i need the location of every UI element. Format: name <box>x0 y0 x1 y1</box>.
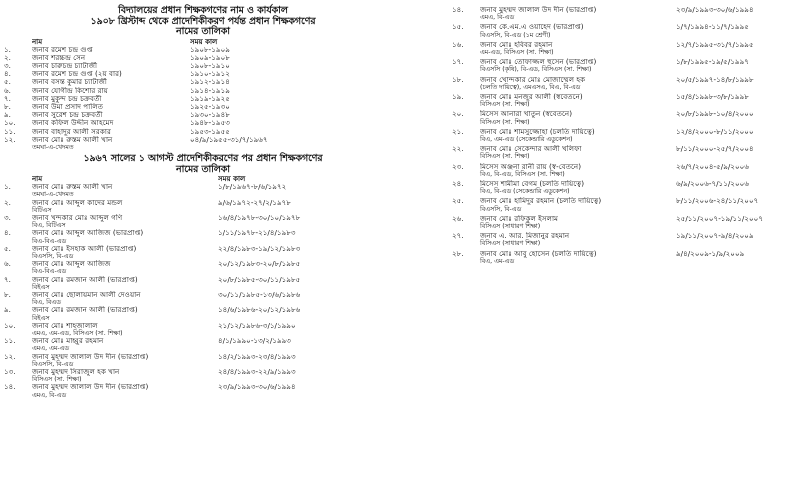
tenure-period: ৯/৪/২০০৯-১/৯/২০০৯ <box>676 249 745 258</box>
tenure-period: ২৩/৯/১৯৯৩-৩০/৬/১৯৯৪ <box>218 383 296 392</box>
tenure-period: ১৯/১১/২০০৭-৯/৪/২০০৯ <box>676 232 754 241</box>
row-number: ২. <box>4 52 11 62</box>
headmaster-row <box>452 215 796 223</box>
qualification: এমএ, এম-এড <box>32 345 70 353</box>
headmaster-row <box>4 337 402 345</box>
row-number: ১৫. <box>452 22 464 32</box>
list-item <box>4 229 402 244</box>
tenure-period: ৪/১/১৯৯০-১৩/২/১৯৯৩ <box>218 337 291 346</box>
qualification: এমএ, এম-এড, বিসিএস (সা. শিক্ষা) <box>32 330 123 337</box>
list-item <box>452 232 796 247</box>
row-number: ২৭. <box>452 231 464 241</box>
row-number: ৭. <box>4 93 11 103</box>
tenure-period: ০৪/৯/১৯৫৫-৩১/৭/১৯৬৭ <box>190 135 268 144</box>
headmaster-row <box>4 383 402 391</box>
tenure-period: ১৯২৫-১৯৩০ <box>190 102 230 111</box>
row-number: ২৬. <box>452 213 464 223</box>
row-number: ১২. <box>4 134 16 144</box>
row-number: ১০. <box>4 118 16 128</box>
list-item <box>4 128 402 136</box>
headmaster-row <box>4 128 402 136</box>
headmaster-name: জনাব মোঃ মনজুর আলী (স্ববেতনে) <box>480 93 583 102</box>
tenure-period: ১/৮/১৯৯৫-১৯/৫/১৯৯৭ <box>676 58 749 67</box>
right-column <box>452 6 796 267</box>
row-number: ৪. <box>4 69 11 79</box>
headmaster-name: জনাব কফিল উদ্দীন আহমেদ <box>32 119 114 128</box>
row-number: ২৫. <box>452 196 464 206</box>
list-item <box>452 93 796 108</box>
headmaster-name: জনাব মুহম্মদ জালাল উদ দীন (ভারপ্রাপ্ত) <box>32 383 149 392</box>
headmaster-name: জনাব মোঃ আব্দুল আজিজ (ভারপ্রাপ্ত) <box>32 229 144 238</box>
headmaster-row <box>4 245 402 253</box>
tenure-period: ১৯০৯-১৯০৮ <box>190 53 230 62</box>
row-number: ১৮. <box>452 74 464 84</box>
row-number: ১১. <box>4 336 16 346</box>
list-item <box>4 119 402 127</box>
headmaster-name: জনাব মোঃ আব্দুল কাদের মন্ডল <box>32 198 123 207</box>
list-item <box>4 276 402 291</box>
headmaster-row <box>4 306 402 314</box>
headmaster-name: জনাব উমা প্রসাদ পালিত <box>32 102 104 111</box>
qualification: বিএ, বি-এড (সেকেন্ডারি এডুকেশন) <box>480 188 570 196</box>
headmaster-row <box>4 78 402 86</box>
tenure-period: ৩০/১১/১৯৮৫-১৩/৬/১৯৮৬ <box>218 290 301 299</box>
section2-list <box>4 183 402 399</box>
qualification: বিসিএস (সাধারণ শিক্ষা) <box>480 240 541 248</box>
list-item <box>452 76 796 91</box>
headmaster-row <box>4 291 402 299</box>
tenure-period: ২০/১২/১৯৮৩-২০/৮/১৯৮৫ <box>218 260 301 269</box>
qualification: বিএসসি, বি-এড <box>32 252 74 260</box>
tenure-period: ১২/৭/১৯৯৫-৩১/৭/১৯৯৫ <box>676 40 754 49</box>
headmaster-name: জনাব মোঃ রুস্তম আলী খান <box>32 183 113 192</box>
list-item <box>4 54 402 62</box>
row-number: ১৬. <box>452 39 464 49</box>
qualification: বিইএস <box>32 283 50 291</box>
list-item <box>4 46 402 54</box>
headmaster-row <box>4 229 402 237</box>
list-item <box>452 215 796 230</box>
list-item <box>452 110 796 125</box>
row-number: ১৯. <box>452 92 464 102</box>
section1-title-line2: ১৯০৮ খ্রিস্টাব্দ থেকে প্রাদেশিকীকরণ পর্যন্ত প্রধান শিক্ষকগণের <box>90 15 316 27</box>
row-number: ৯. <box>4 305 11 315</box>
headmaster-name: জনাব মোঃ হামিদুর রহমান (চলতি দায়িত্বে) <box>480 197 602 206</box>
qualification: বিসিএস (সা. শিক্ষা) <box>480 153 530 161</box>
list-item <box>4 322 402 337</box>
row-number: ২. <box>4 197 11 207</box>
qualification: বিএ, বি-এড, বিসিএস (সা. শিক্ষা) <box>480 170 565 178</box>
tenure-period: ১৯১৪-১৯১৯ <box>190 86 230 95</box>
headmaster-row <box>4 54 402 62</box>
list-item <box>452 145 796 160</box>
section1-title-line3: নামের তালিকা <box>176 26 230 37</box>
qualification: এমএ, বি-এড <box>32 391 67 399</box>
section1-col-name: নাম <box>32 37 43 46</box>
qualification: বিএসসি, বি-এড <box>480 205 522 213</box>
headmaster-name: জনাব রমেশ চন্দ্র গুপ্ত (২য় বার) <box>32 70 122 79</box>
headmaster-row <box>4 103 402 111</box>
tenure-period: ২২/৪/১৯৮৩-১৯/১২/১৯৮৩ <box>218 244 301 253</box>
headmaster-row <box>452 58 796 66</box>
headmaster-row <box>452 110 796 118</box>
tenure-period: ১/৭/১৯৯৪-১১/৭/১৯৯৫ <box>676 23 749 32</box>
qualification: তমঘা-এ-খেদমত <box>32 143 74 151</box>
row-number: ৮. <box>4 289 11 299</box>
row-number: ৭. <box>4 274 11 284</box>
list-item <box>452 6 796 21</box>
qualification: এম-এড, বিসিএস (সা. শিক্ষা) <box>480 49 554 57</box>
section1-title-line1: বিদ্যালয়ের প্রধান শিক্ষকগণের নাম ও কার্যকাল <box>118 5 288 16</box>
tenure-period: ২০/৫/১৯৯৭-১৪/৮/১৯৯৮ <box>676 75 754 84</box>
row-number: ২৮. <box>452 248 464 258</box>
row-number: ২২. <box>452 144 464 154</box>
headmaster-row <box>452 197 796 205</box>
tenure-period: ১৯১০-১৯১২ <box>190 70 230 79</box>
headmaster-row <box>452 41 796 49</box>
list-item <box>452 58 796 73</box>
headmaster-name: জনাব মুকুন্দ চন্দ্র চক্রবর্তী <box>32 94 102 103</box>
list-item <box>4 199 402 214</box>
section2-col-name: নাম <box>32 175 43 184</box>
tenure-period: ১৯৩০-১৯৪৮ <box>190 111 230 120</box>
headmaster-row <box>452 93 796 101</box>
tenure-period: ১৬/৪/১৯৭৮-৩০/১০/১৯৭৮ <box>218 213 301 222</box>
tenure-period: ১৯৪৮-১৯৫৩ <box>190 119 230 128</box>
tenure-period: ২৩/৯/১৯৯৩-৩০/৬/১৯৯৪ <box>676 6 754 14</box>
list-item <box>4 87 402 95</box>
headmaster-name: জনাব মোঃ হবিবর রহমান <box>480 40 553 49</box>
headmaster-row <box>4 95 402 103</box>
list-item <box>4 136 402 151</box>
headmaster-name: জনাব মুহম্মদ জালাল উদ দীন (ভারপ্রাপ্ত) <box>32 352 149 361</box>
tenure-period: ২৫/১১/২০০৭-১৯/১১/২০০৭ <box>676 214 763 223</box>
headmaster-name: জনাব রমেশ চন্দ্র গুপ্ত <box>32 45 93 54</box>
headmaster-row <box>4 183 402 191</box>
qualification: বিটিএস <box>32 206 52 214</box>
qualification: বিএসসি, বি-এড (১ম শ্রেণী) <box>480 31 551 39</box>
headmaster-name: জনাব মোঃ আব্দুল আজিজ <box>32 260 111 269</box>
section2-title-line2: নামের তালিকা <box>176 163 230 175</box>
row-number: ২৩. <box>452 161 464 171</box>
tenure-period: ১৪/২/১৯৯৩-২৩/৪/১৯৯৩ <box>218 352 296 361</box>
headmaster-name: জনাব বসন্ত কুমার চ্যাটার্জী <box>32 78 107 87</box>
headmaster-row <box>4 353 402 361</box>
tenure-period: ১/৮/১৯৬৭-৮/৬/১৯৭২ <box>218 183 287 192</box>
headmaster-name: জনাব মুহম্মদ সিরাজুল হক খান <box>32 368 120 377</box>
tenure-period: ২১/১২/১৯৮৬-৩/১/১৯৯০ <box>218 321 296 330</box>
qualification: বিএ, বিটিএস <box>32 222 66 230</box>
section2-title-line1: ১৯৬৭ সালের ১ আগস্ট প্রাদেশিকীকরণের পর প্রধান শিক্ষকগণের <box>83 153 323 165</box>
row-number: ১২. <box>4 351 16 361</box>
qualification: বিএ, এম-এড (সেকেন্ডারি এডুকেশন) <box>480 136 573 144</box>
row-number: ১৪. <box>4 382 16 392</box>
row-number: ১৩. <box>4 367 16 377</box>
qualification: (চলতি দায়িত্বে), এমএসএ, বিএ, বি-এড <box>480 83 581 91</box>
headmaster-row <box>452 145 796 153</box>
headmaster-row <box>452 76 796 84</box>
qualification: বিএসসি, বি-এড <box>32 360 74 368</box>
headmaster-name: জনাব মোঃ সেকেন্দার আলী খলিফা <box>480 145 582 154</box>
headmaster-row <box>452 128 796 136</box>
row-number: ১৪. <box>452 5 464 14</box>
headmaster-name: জনাব চারুচন্দ্র চ্যাটার্জী <box>32 61 98 70</box>
headmaster-name: জনাব মোঃ রফিকুল ইসলাম <box>480 214 559 223</box>
list-item <box>4 95 402 103</box>
headmaster-name: জনাব মোঃ রুস্তম আলী খান <box>32 135 113 144</box>
headmaster-row <box>452 23 796 31</box>
tenure-period: ১৫/৪/১৯৯৮-৩/৮/১৯৯৮ <box>676 93 749 102</box>
row-number: ৫. <box>4 243 11 253</box>
headmaster-row <box>452 232 796 240</box>
section1-list <box>4 46 402 152</box>
tenure-period: ১৯১৯-১৯২৫ <box>190 94 230 103</box>
tenure-period: ৬/৯/২০০৬-৭/১১/২০০৬ <box>676 180 750 189</box>
section1-header <box>4 38 402 46</box>
headmaster-name: জনাব এ. আর. মিজানুর রহমান <box>480 232 570 241</box>
headmaster-name: মিসেস শামীমা বেগম (চলতি দায়িত্বে) <box>480 180 585 189</box>
row-number: ৯. <box>4 110 11 120</box>
list-item <box>4 245 402 260</box>
list-item <box>452 197 796 212</box>
headmaster-row <box>452 180 796 188</box>
list-item <box>452 23 796 38</box>
headmaster-row <box>4 260 402 268</box>
list-item <box>452 250 796 265</box>
headmaster-name: জনাব মোঃ তোফাজ্জল হুসেন (ভারপ্রাপ্ত) <box>480 58 597 67</box>
row-number: ৩. <box>4 60 11 70</box>
headmaster-name: জনাব যোগীন্দ্র কিশোর রায় <box>32 86 108 95</box>
row-number: ১১. <box>4 126 16 136</box>
row-number: ১. <box>4 44 11 54</box>
left-column <box>4 6 402 399</box>
row-number: ৮. <box>4 101 11 111</box>
headmaster-row <box>4 46 402 54</box>
row-number: ২০. <box>452 109 464 119</box>
row-number: ৫. <box>4 77 11 87</box>
headmaster-name: জনাব কে.এম.এ ওয়াহেদ (ভারপ্রাপ্ত) <box>480 23 584 32</box>
qualification: বিএ, বিএড <box>32 299 61 307</box>
headmaster-row <box>4 368 402 376</box>
tenure-period: ১৪/৬/১৯৮৬-২০/১২/১৯৮৬ <box>218 306 301 315</box>
headmaster-name: মিসেস অঞ্জনা রানী রায় (স্ব-বেতনে) <box>480 162 582 171</box>
list-item <box>4 111 402 119</box>
headmaster-name: জনাব মোঃ রমজান আলী (ভারপ্রাপ্ত) <box>32 275 138 284</box>
headmaster-row <box>452 163 796 171</box>
row-number: ৬. <box>4 85 11 95</box>
list-item <box>4 62 402 70</box>
headmaster-name: জনাব শরচ্চন্দ্র সেন <box>32 53 86 62</box>
list-item <box>4 214 402 229</box>
tenure-period: ১/১১/১৯৭৮-২১/৪/১৯৮৩ <box>218 229 296 238</box>
qualification: বিসিএস (সা. শিক্ষা) <box>32 376 82 384</box>
list-item <box>452 128 796 143</box>
list-item <box>4 183 402 198</box>
tenure-period: ১৯৫৩-১৯৫৫ <box>190 127 230 136</box>
headmaster-name: জনাব মোঃ আবু হোসেন (চলতি দায়িত্বে) <box>480 249 597 258</box>
tenure-period: ১৯১২-১৯১৪ <box>190 78 230 87</box>
list-item <box>4 291 402 306</box>
list-item <box>4 353 402 368</box>
tenure-period: ৯/৬/১৯৭২-২৭/২/১৯৭৮ <box>218 198 291 207</box>
headmaster-row <box>452 250 796 258</box>
list-item <box>4 70 402 78</box>
headmaster-name: জনাব মোঃ শাহজালাল <box>32 321 98 330</box>
list-item <box>4 368 402 383</box>
headmaster-name: জনাব খন্দকার মোঃ আব্দুল গণি <box>32 213 123 222</box>
row-number: ১০. <box>4 320 16 330</box>
list-item <box>452 41 796 56</box>
qualification: বিএ-বিএ-এড <box>32 268 67 276</box>
qualification: বিসিএস (সাধারণ শিক্ষা) <box>480 223 541 231</box>
headmaster-name: জনাব মোঃ রমজান আলী (ভারপ্রাপ্ত) <box>32 306 138 315</box>
headmaster-name: জনাব সুরেশ চন্দ্র চক্রবর্তী <box>32 111 103 120</box>
list-item <box>452 163 796 178</box>
section2-header <box>4 175 402 183</box>
list-item <box>4 103 402 111</box>
headmaster-name: জনাব মোঃ মাহ্বুর রহমান <box>32 337 104 346</box>
qualification: তমঘা-এ-খেদমত <box>32 191 74 199</box>
qualification: বিইএস <box>32 314 50 322</box>
row-number: ১৭. <box>452 57 464 67</box>
tenure-period: ২৬/৭/২০০৪-৫/৯/২০০৬ <box>676 162 750 171</box>
headmaster-name: জনাব মোঃ ছোলায়মান আলী দেওয়ান <box>32 290 141 299</box>
tenure-period: ২৪/৪/১৯৯৩-২২/৯/১৯৯৩ <box>218 368 296 377</box>
headmaster-row <box>4 276 402 284</box>
tenure-period: ১২/৪/২০০০-৮/১১/২০০০ <box>676 127 754 136</box>
tenure-period: ৮/১১/২০০০-২৫/৭/২০০৪ <box>676 145 754 154</box>
tenure-period: ৮/১১/২০০৬-২৪/১১/২০০৭ <box>676 197 759 206</box>
headmaster-name: মিসেস আনারা খাতুন (স্ববেতনে) <box>480 110 573 119</box>
row-number: ৪. <box>4 228 11 238</box>
list-item <box>4 337 402 352</box>
section2-col-period: সময় কাল <box>218 175 246 184</box>
qualification: বিএ, এম-এড <box>480 257 515 265</box>
list-item <box>4 78 402 86</box>
headmaster-row <box>452 6 796 14</box>
section1-col-period: সময় কাল <box>190 37 218 46</box>
list-item <box>452 180 796 195</box>
section3-list <box>452 6 796 267</box>
headmaster-row <box>4 136 402 144</box>
qualification: বিএ-বিএ-এড <box>32 237 67 245</box>
qualification: বিসিএস (সা. শিক্ষা) <box>480 101 530 109</box>
headmaster-name: জনাব খোন্দকার মোঃ মোজাম্মেল হক <box>480 75 586 84</box>
tenure-period: ১৯০৮-১৯১০ <box>190 61 230 70</box>
qualification: বিএসসি (কৃষি), বি-এড, বিসিএস (সা. শিক্ষা) <box>480 66 592 74</box>
tenure-period: ২০/৮/১৯৮৫-৩০/১১/১৯৮৫ <box>218 275 301 284</box>
headmaster-name: জনাব মুহম্মদ জালাল উদ দীন (ভারপ্রাপ্ত) <box>480 6 597 14</box>
headmaster-row <box>4 111 402 119</box>
headmaster-name: জনাব মোঃ ইসহাক আলী (ভারপ্রাপ্ত) <box>32 244 137 253</box>
headmaster-name: জনাব বাহাদুর আলী সরকার <box>32 127 111 136</box>
row-number: ৬. <box>4 259 11 269</box>
tenure-period: ১৯০৮-১৯০৯ <box>190 45 230 54</box>
qualification: বিসিএস (সা. শিক্ষা) <box>480 118 530 126</box>
headmaster-row <box>4 70 402 78</box>
row-number: ৩. <box>4 212 11 222</box>
headmaster-row <box>4 199 402 207</box>
headmaster-row <box>4 322 402 330</box>
qualification: এমএ, বি-এড <box>480 14 515 22</box>
list-item <box>4 260 402 275</box>
headmaster-row <box>4 119 402 127</box>
tenure-period: ২০/৮/১৯৯৮-১০/৪/২০০০ <box>676 110 754 119</box>
row-number: ২১. <box>452 126 464 136</box>
headmaster-name: জনাব মোঃ শামসুজ্জোহা (চলতি দায়িত্বে) <box>480 127 595 136</box>
headmaster-row <box>4 214 402 222</box>
row-number: ২৪. <box>452 179 464 189</box>
list-item <box>4 383 402 398</box>
row-number: ১. <box>4 182 11 192</box>
headmaster-row <box>4 62 402 70</box>
list-item <box>4 306 402 321</box>
headmaster-row <box>4 87 402 95</box>
